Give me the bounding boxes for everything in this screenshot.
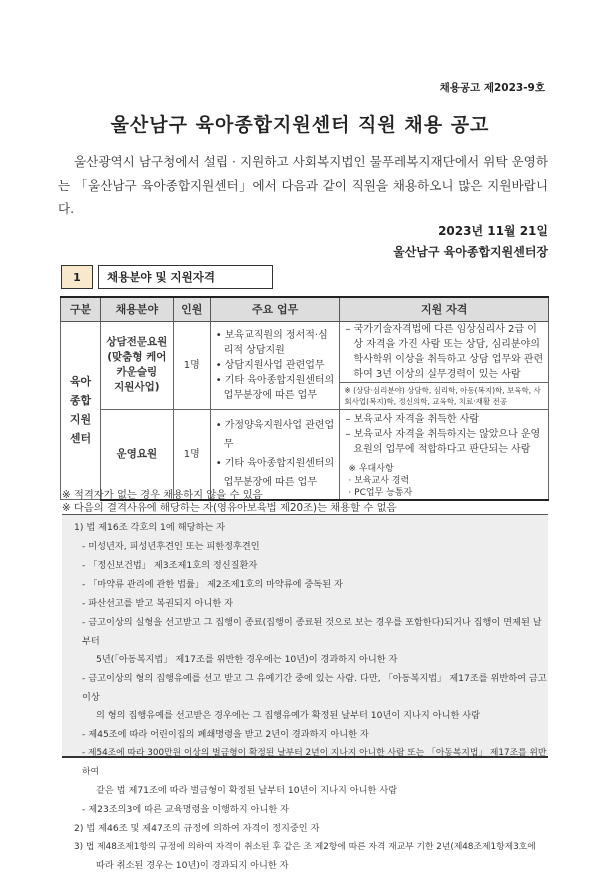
pref-item: · PC업무 능통자 (348, 487, 413, 498)
disq-sub-cont: 의 형의 집행유예를 선고받은 경우에는 그 집행유예가 확정된 날부터 10년이 지나지 아니한 사람 (96, 710, 480, 721)
count-cell: 1명 (173, 409, 210, 500)
notes (62, 489, 396, 515)
qual-item: – 보육교사 자격을 취득하지는 않았으나 운영요원의 업무에 적합하다고 판단되는 사람 (345, 427, 544, 457)
duty-item: • 가정양육지원사업 관련업무 (216, 416, 336, 454)
header-cell: 지원 자격 (340, 297, 549, 321)
note: ※ 다음의 결격사유에 해당하는 자(영유아보육법 제20조)는 채용할 수 없음 (62, 502, 397, 514)
qual-item: – 국가기술자격법에 다른 임상심리사 2급 이상 자격을 가진 사람 또는 상담, 심리분야의 학사학위 이상을 취득하고 상담 업무와 관련하여 3년 이상의 실무경력이 있는 사람 (345, 322, 544, 382)
disq-sub: - 제45조에 따라 어린이집의 폐쇄명령을 받고 2년이 경과하지 아니한 자 (82, 729, 369, 740)
header-cell: 채용분야 (100, 297, 173, 321)
disq-sub: - 제23조의3에 따른 교육명령을 이행하지 아니한 자 (82, 804, 290, 815)
disq-sub-cont: 같은 법 제71조에 따라 벌금형이 확정된 날부터 10년이 지나지 아니한 사람 (96, 785, 398, 796)
table-row (61, 321, 549, 382)
disq-sub: - 「마약류 관리에 관한 법률」 제2조제1호의 마약류에 중독된 자 (82, 579, 343, 590)
table-row (61, 409, 549, 500)
table-header-row (61, 297, 549, 321)
notice-number: 채용공고 제2023-9호 (439, 82, 545, 94)
category-cell: 육아 종합 지원 센터 (61, 321, 101, 500)
disq-sub: - 「정신보건법」 제3조제1호의 정신질환자 (82, 560, 258, 571)
disq-sub: - 제54조에 따라 300만원 이상의 벌금형이 확정된 날부터 2년이 지나지 아니한 사람 또는 「아동복지법」 제17조를 위반하여 (82, 748, 547, 777)
disq-item: 2) 법 제46조 및 제47조의 규정에 의하여 자격이 정지중인 자 (74, 823, 320, 834)
page-title: 울산남구 육아종합지원센터 직원 채용 공고 (110, 114, 490, 136)
qual-item: – 보육교사 자격을 취득한 사람 (345, 412, 544, 427)
field-cell: 상담전문요원 (맞춤형 케어 카운슬링 지원사업) (100, 321, 173, 409)
duty-item: • 기타 육아종합지원센터의 업무분장에 따른 업무 (216, 373, 336, 403)
section-title: 채용분야 및 지원자격 (98, 265, 273, 289)
disq-sub: - 미성년자, 피성년후견인 또는 피한정후견인 (82, 541, 260, 552)
disq-item: 1) 법 제16조 각호의 1에 해당하는 자 (74, 522, 225, 533)
header-cell: 구분 (61, 297, 101, 321)
disqualification-box (62, 514, 548, 871)
duty-item: • 보육교직원의 정서적·심리적 상담지원 (216, 328, 336, 358)
field-cell: 운영요원 (100, 409, 173, 500)
count-cell: 1명 (173, 321, 210, 409)
disq-sub: - 금고이상의 실형을 선고받고 그 집행이 종료(집행이 종료된 것으로 보는 경우를 포함한다)되거나 집행이 면제된 날부터 (82, 617, 542, 647)
recruitment-table (60, 296, 549, 501)
quals-cell (340, 409, 549, 500)
disq-sub: - 금고이상의 형의 집행유예를 선고 받고 그 유예기간 중에 있는 사람. 다만, 「아동복지법」 제17조를 위반하여 금고 이상 (82, 673, 547, 703)
major-note: ※ (상담·심리분야) 상담학, 심리학, 아동(복지)학, 보육학, 사회사업(복지)학, 정신의학, 교육학, 치료·재활 전공 (340, 382, 549, 409)
header-cell: 인원 (173, 297, 210, 321)
disq-item: 3) 법 제48조제1항의 규정에 의하여 자격이 취소된 후 같은 조 제2항에 따른 자격 재교부 기한 2년(제48조제1항제3호에 (74, 842, 536, 852)
header-cell: 주요 업무 (210, 297, 340, 321)
duties-cell (210, 321, 340, 409)
duty-item: • 상담지원사업 관련업무 (216, 358, 336, 373)
pref-item: · 보육교사 경력 (348, 475, 410, 486)
signer: 울산남구 육아종합지원센터장 (393, 245, 548, 259)
intro-paragraph: 울산광역시 남구청에서 설립 · 지원하고 사회복지법인 물푸레복지재단에서 위탁 운영하는 「울산남구 육아종합지원센터」에서 다음과 같이 직원을 채용하오니 많은 지원바랍니다. (58, 154, 548, 216)
note: ※ 적격자가 없는 경우 채용하지 않을 수 있음 (62, 489, 263, 501)
disq-sub-cont: 5년(「아동복지법」 제17조를 위반한 경우에는 10년)이 경과하지 아니한 자 (96, 654, 398, 665)
quals-cell (340, 321, 549, 382)
duties-cell (210, 409, 340, 500)
duty-item: • 기타 육아종합지원센터의 업무분장에 따른 업무 (216, 454, 336, 492)
section-number: 1 (61, 265, 93, 289)
notice-date: 2023년 11월 21일 (438, 224, 548, 238)
disq-item-cont: 따라 취소된 경우는 10년)이 경과되지 아니한 자 (96, 860, 289, 871)
pref-title: ※ 우대사항 (348, 463, 394, 474)
disq-sub: - 파산선고를 받고 복권되지 아니한 자 (82, 598, 234, 609)
